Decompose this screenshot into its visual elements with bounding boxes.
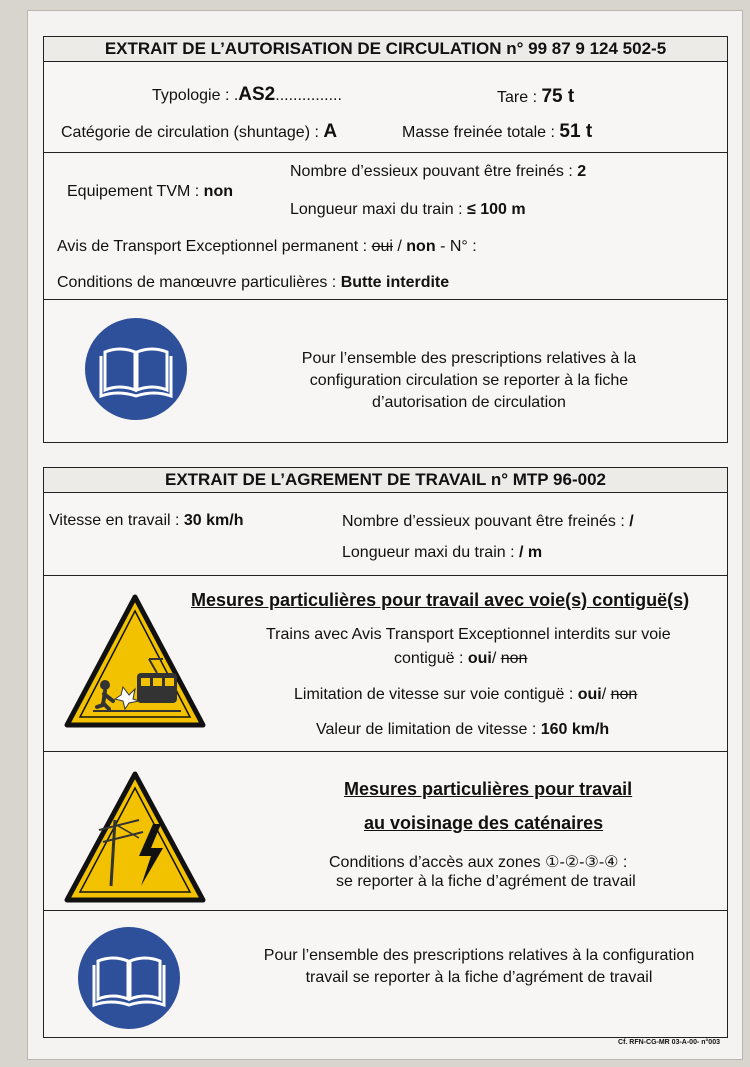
categorie-row: [61, 121, 337, 143]
conditions-label: Conditions de manœuvre particulières :: [57, 274, 337, 291]
masse-value: 51 t: [559, 121, 593, 142]
conditions-row: [57, 274, 449, 292]
tare-row: [497, 86, 574, 108]
essieux-value: 2: [577, 163, 587, 180]
avis-non: non: [406, 238, 436, 255]
acces-line1: Conditions d’accès aux zones ①-②-③-④ :: [329, 854, 628, 871]
travail-longueur-row: [342, 544, 542, 562]
longueur-value: ≤ 100 m: [467, 201, 526, 218]
avis-num: - N° :: [440, 238, 477, 255]
acces-line2: se reporter à la fiche d’agrément de travail: [336, 873, 636, 890]
limitation-non: non: [610, 686, 638, 703]
travail-section: [43, 467, 728, 1038]
contigue-title: Mesures particulières pour travail avec voie(s) contiguë(s): [191, 590, 690, 610]
conditions-value: Butte interdite: [340, 274, 450, 291]
divider: [44, 751, 727, 752]
electric-warning-icon: [63, 768, 207, 906]
categorie-label: Catégorie de circulation (shuntage) :: [61, 124, 319, 141]
divider: [44, 910, 727, 911]
essieux-row: [290, 163, 586, 181]
masse-row: [402, 121, 592, 143]
limitation-sep: /: [601, 686, 607, 703]
travail-essieux-label: Nombre d’essieux pouvant être freinés :: [342, 513, 625, 530]
vitesse-row: [49, 512, 243, 530]
catenaires-title-line1: Mesures particulières pour travail: [344, 779, 633, 799]
circulation-section: [43, 36, 728, 443]
vitesse-label: Vitesse en travail :: [49, 512, 180, 529]
travail-longueur-label: Longueur maxi du train :: [342, 544, 515, 561]
trains-row: [394, 650, 527, 668]
book-icon: [83, 316, 189, 422]
longueur-row: [290, 201, 526, 219]
limitation-oui: oui: [577, 686, 602, 703]
travail-title: EXTRAIT DE L’AGREMENT DE TRAVAIL n° MTP 96-002: [44, 468, 727, 493]
trains-oui: oui: [467, 650, 492, 667]
tvm-label: Equipement TVM :: [67, 183, 200, 200]
categorie-value: A: [323, 121, 338, 142]
trains-sep: /: [491, 650, 497, 667]
reference-text: Cf. RFN-CG-MR 03-A-00- n°003: [618, 1039, 720, 1046]
book-icon: [76, 925, 182, 1031]
masse-label: Masse freinée totale :: [402, 124, 555, 141]
valeur-row: [316, 721, 609, 739]
typologie-dots: ...............: [275, 87, 342, 104]
typologie-row: [152, 84, 342, 106]
divider: [44, 575, 727, 576]
travail-note: Pour l’ensemble des prescriptions relatives à la configuration travail se reporter à la fiche d’agrément de travail: [263, 947, 695, 986]
trains-label: contiguë :: [394, 650, 464, 667]
avis-oui: oui: [371, 238, 393, 255]
valeur-value: 160 km/h: [540, 721, 610, 738]
limitation-row: [294, 686, 637, 704]
avis-label: Avis de Transport Exceptionnel permanent :: [57, 238, 368, 255]
travail-essieux-row: [342, 513, 634, 531]
vitesse-value: 30 km/h: [183, 512, 244, 529]
divider: [44, 299, 727, 300]
divider: [44, 152, 727, 153]
travail-longueur-value: / m: [519, 544, 543, 561]
avis-row: [57, 238, 477, 256]
tvm-value: non: [203, 183, 233, 200]
circulation-note: Pour l’ensemble des prescriptions relatives à la configuration circulation se reporter à la fiche d’autorisation de circulation: [301, 350, 637, 411]
placard: [27, 10, 743, 1060]
catenaires-title-line2: au voisinage des caténaires: [364, 813, 604, 833]
essieux-label: Nombre d’essieux pouvant être freinés :: [290, 163, 573, 180]
limitation-label: Limitation de vitesse sur voie contiguë :: [294, 686, 574, 703]
tare-label: Tare :: [497, 89, 538, 106]
typologie-label: Typologie : .: [152, 87, 239, 104]
avis-sep: /: [397, 238, 402, 255]
circulation-title: EXTRAIT DE L’AUTORISATION DE CIRCULATION n° 99 87 9 124 502-5: [44, 37, 727, 62]
valeur-label: Valeur de limitation de vitesse :: [316, 721, 537, 738]
tvm-row: [67, 183, 233, 201]
typologie-value: AS2: [238, 84, 276, 105]
trains-non: non: [500, 650, 528, 667]
trains-line1: Trains avec Avis Transport Exceptionnel interdits sur voie: [266, 626, 671, 643]
longueur-label: Longueur maxi du train :: [290, 201, 463, 218]
travail-essieux-value: /: [629, 513, 634, 530]
tare-value: 75 t: [541, 86, 575, 107]
train-warning-icon: [63, 591, 207, 731]
